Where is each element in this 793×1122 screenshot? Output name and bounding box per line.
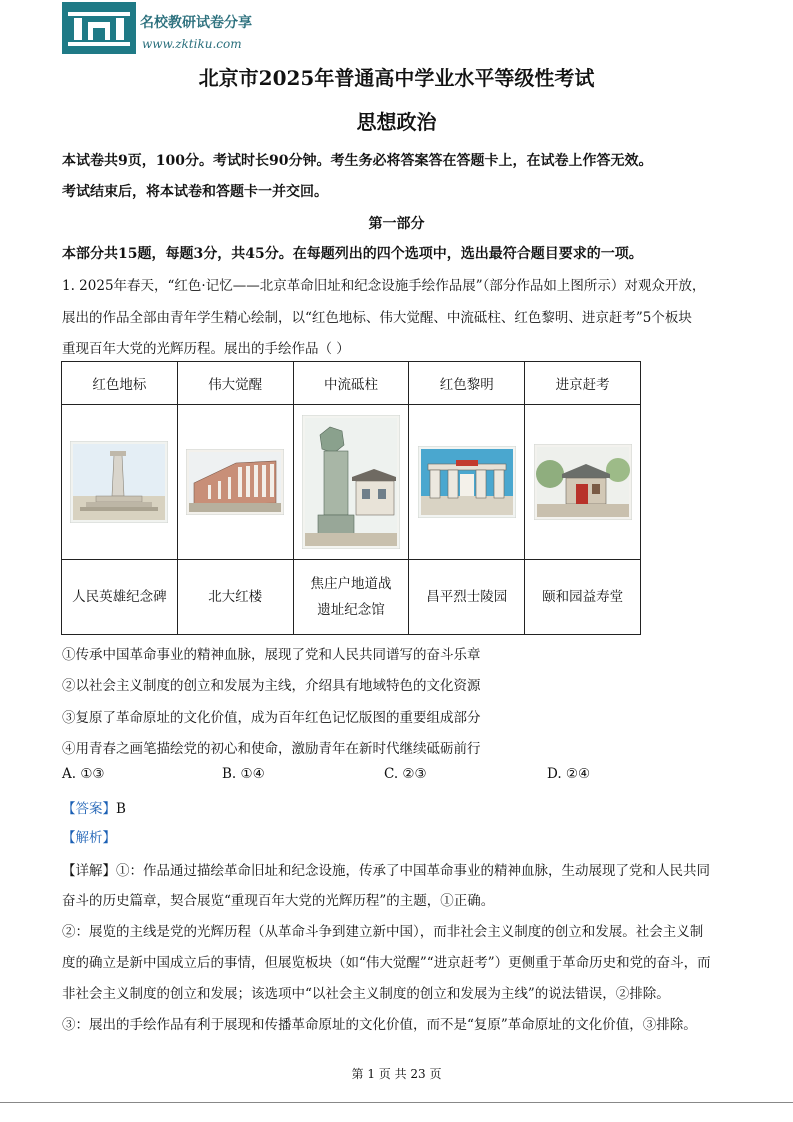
table-name-cell: 人民英雄纪念碑 bbox=[62, 560, 178, 635]
site-logo bbox=[62, 2, 282, 56]
statement-1: ①传承中国革命事业的精神血脉，展现了党和人民共同谱写的奋斗乐章 bbox=[62, 647, 481, 663]
part-description: 本部分共15题，每题3分，共45分。在每题列出的四个选项中，选出最符合题目要求的一项。 bbox=[62, 246, 643, 262]
explanation-line: 度的确立是新中国成立后的事情，但展览板块（如“伟大觉醒”“进京赶考”）更侧重于革命历史和党的奋斗，而 bbox=[62, 955, 711, 971]
memorial-sketch-image bbox=[302, 415, 400, 549]
statement-4: ④用青春之画笔描绘党的初心和使命，激励青年在新时代继续砥砺前行 bbox=[62, 741, 481, 757]
artwork-cell bbox=[177, 405, 293, 560]
answer-line bbox=[62, 797, 126, 817]
artwork-cell bbox=[525, 405, 641, 560]
table-name-cell: 颐和园益寿堂 bbox=[525, 560, 641, 635]
table-header-cell: 伟大觉醒 bbox=[177, 362, 293, 405]
table-header-cell: 中流砥柱 bbox=[293, 362, 409, 405]
question-stem-line: 展出的作品全部由青年学生精心绘制，以“红色地标、伟大觉醒、中流砥柱、红色黎明、进京赶考”5个板块 bbox=[62, 310, 692, 326]
artwork-cell bbox=[62, 405, 178, 560]
answer-value: B bbox=[116, 801, 126, 817]
part-title: 第一部分 bbox=[368, 216, 425, 232]
statement-2: ②以社会主义制度的创立和发展为主线，介绍具有地域特色的文化资源 bbox=[62, 678, 481, 694]
table-name-cell bbox=[293, 560, 409, 635]
artwork-cell bbox=[409, 405, 525, 560]
explanation-line: 非社会主义制度的创立和发展；该选项中“以社会主义制度的创立和发展为主线”的说法错误，②排除。 bbox=[62, 986, 670, 1002]
answer-label: 【答案】 bbox=[62, 801, 116, 817]
explanation-line: ③：展出的手绘作品有利于展现和传播革命原址的文化价值，而不是“复原”革命原址的文化价值，③排除。 bbox=[62, 1017, 697, 1033]
explanation-line: 【详解】①：作品通过描绘革命旧址和纪念设施，传承了中国革命事业的精神血脉，生动展现了党和人民共同 bbox=[62, 863, 710, 879]
choice-a: A. ①③ bbox=[62, 766, 105, 782]
choice-b: B. ①④ bbox=[222, 766, 265, 782]
exam-subject: 思想政治 bbox=[356, 110, 437, 134]
artwork-cell bbox=[293, 405, 409, 560]
statement-3: ③复原了革命原址的文化价值，成为百年红色记忆版图的重要组成部分 bbox=[62, 710, 481, 726]
logo-text: 名校教研试卷分享 bbox=[140, 15, 252, 31]
page-number: 第 1 页 共 23 页 bbox=[351, 1067, 442, 1081]
question-stem-line: 1. 2025年春天，“红色·记忆——北京革命旧址和纪念设施手绘作品展”（部分作品如上图所示）对观众开放， bbox=[62, 278, 706, 294]
intro-line-2: 考试结束后，将本试卷和答题卡一并交回。 bbox=[62, 184, 328, 200]
table-header-cell: 进京赶考 bbox=[525, 362, 641, 405]
explanation-line: ②：展览的主线是党的光辉历程（从革命斗争到建立新中国），而非社会主义制度的创立和发展。社会主义制 bbox=[62, 924, 704, 940]
intro-line-1: 本试卷共9页，100分。考试时长90分钟。考生务必将答案答在答题卡上，在试卷上作答无效。 bbox=[62, 153, 653, 169]
courtyard-sketch-image bbox=[534, 444, 632, 520]
logo-url: www.zktiku.com bbox=[142, 37, 242, 51]
red-building-sketch-image bbox=[186, 449, 284, 515]
question-stem-line: 重现百年大党的光辉历程。展出的手绘作品（ ） bbox=[62, 341, 350, 357]
explanation-line: 奋斗的历史篇章，契合展览“重现百年大党的光辉历程”的主题，①正确。 bbox=[62, 893, 495, 909]
table-header-cell: 红色黎明 bbox=[409, 362, 525, 405]
logo-mark bbox=[62, 2, 136, 54]
table-name-cell: 昌平烈士陵园 bbox=[409, 560, 525, 635]
cemetery-gate-sketch-image bbox=[418, 446, 516, 518]
choice-d: D. ②④ bbox=[547, 766, 591, 782]
monument-sketch-image bbox=[70, 441, 168, 523]
analysis-label: 【解析】 bbox=[62, 830, 116, 846]
table-header-cell: 红色地标 bbox=[62, 362, 178, 405]
choice-c: C. ②③ bbox=[384, 766, 427, 782]
table-name-text: 焦庄户地道战遗址纪念馆 bbox=[310, 576, 392, 618]
exam-title: 北京市2025年普通高中学业水平等级性考试 bbox=[198, 66, 595, 90]
table-name-cell: 北大红楼 bbox=[177, 560, 293, 635]
artwork-table bbox=[61, 361, 641, 635]
bottom-divider bbox=[0, 1102, 793, 1103]
